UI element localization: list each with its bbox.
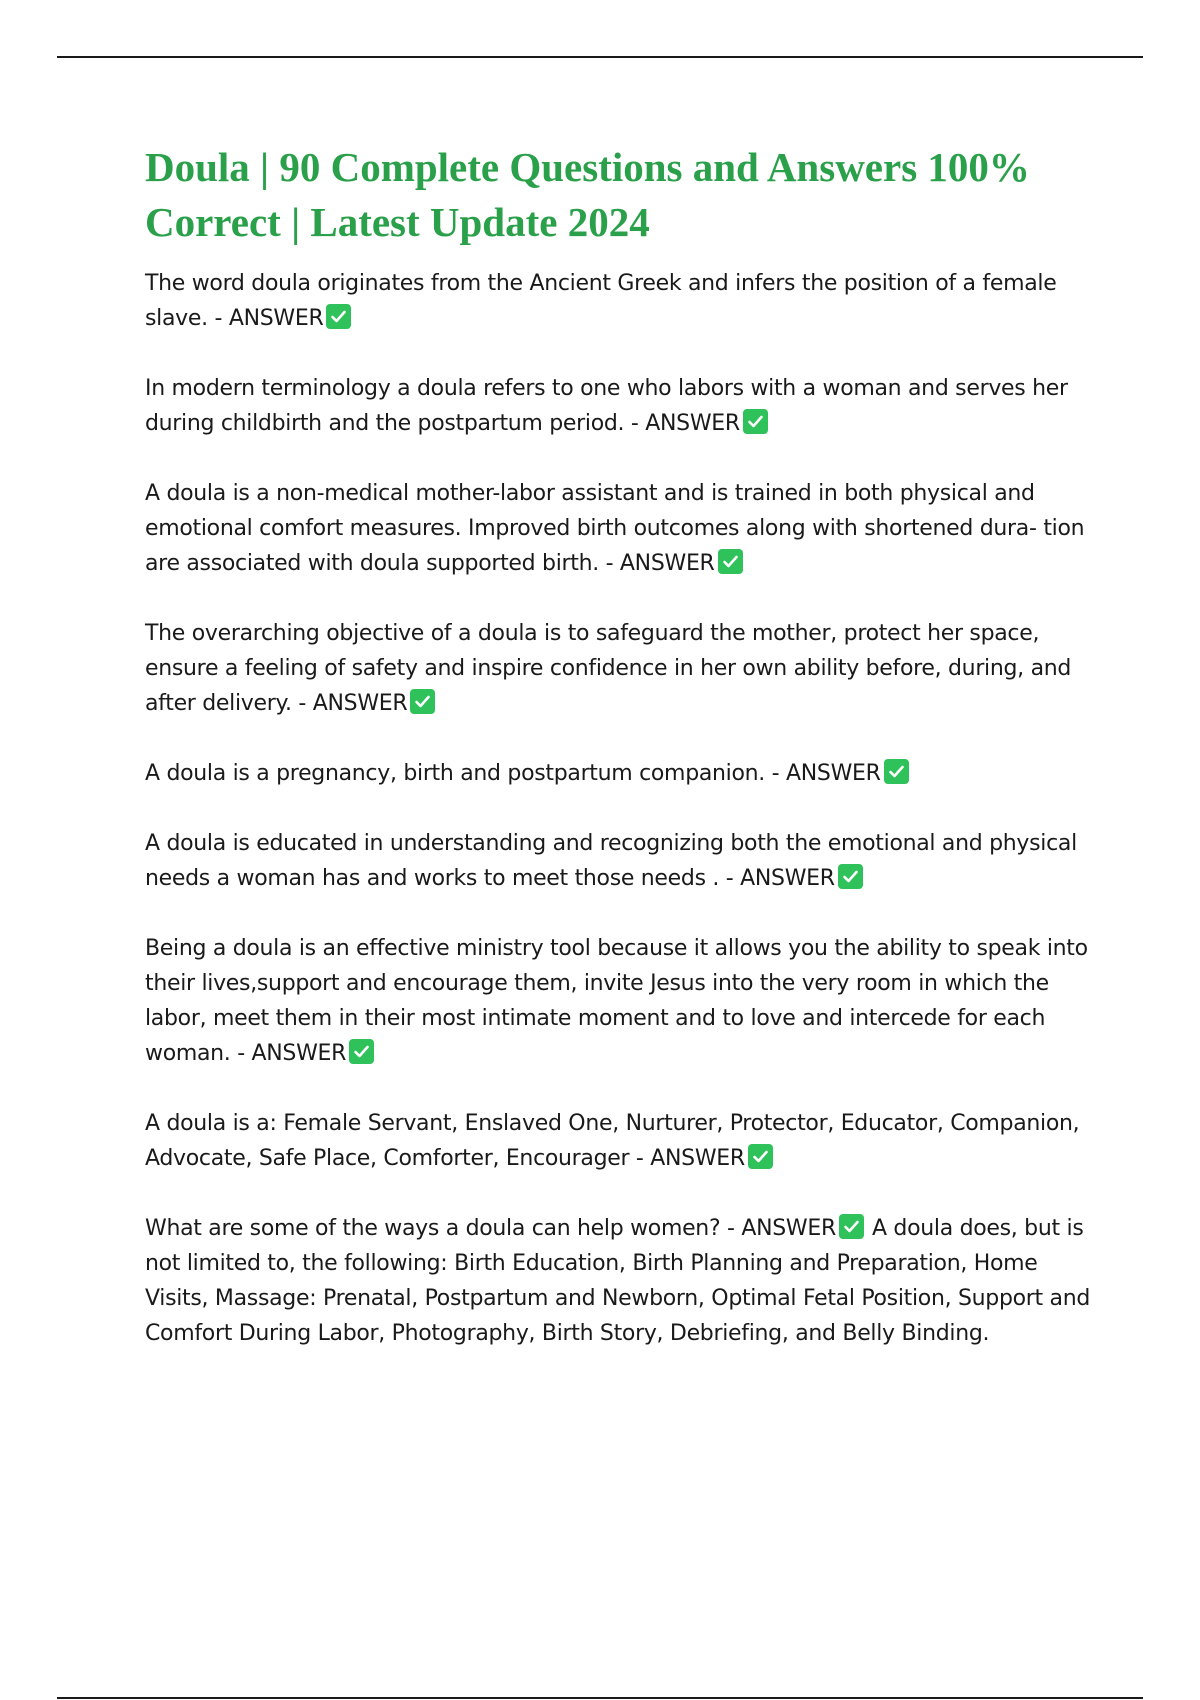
qa-item	[145, 616, 1095, 721]
qa-item	[145, 1106, 1095, 1176]
qa-item	[145, 371, 1095, 441]
check-mark-icon	[748, 1144, 773, 1169]
check-mark-icon	[349, 1039, 374, 1064]
check-mark-icon	[839, 1214, 864, 1239]
question-text: A doula is a non-medical mother-labor assistant and is trained in both physical and emotional comfort measures. Improved birth outcomes along with shortened dura- tion are associated with doula supported birth. - ANSWER	[145, 481, 1085, 576]
check-mark-icon	[838, 864, 863, 889]
qa-item	[145, 756, 1095, 791]
check-mark-icon	[718, 549, 743, 574]
question-text: A doula is a: Female Servant, Enslaved One, Nurturer, Protector, Educator, Companion, Advocate, Safe Place, Comforter, Encourager - ANSWER	[145, 1111, 1080, 1171]
question-text: The overarching objective of a doula is to safeguard the mother, protect her space, ensure a feeling of safety and inspire confidence in her own ability before, during, and after delivery. - ANSWER	[145, 621, 1072, 716]
qa-item	[145, 476, 1095, 581]
question-text: A doula is educated in understanding and recognizing both the emotional and physical needs a woman has and works to meet those needs . - ANSWER	[145, 831, 1077, 891]
header-rule	[57, 56, 1143, 58]
question-text: The word doula originates from the Ancient Greek and infers the position of a female slave. - ANSWER	[145, 271, 1057, 331]
qa-item	[145, 826, 1095, 896]
qa-item	[145, 931, 1095, 1071]
check-mark-icon	[884, 759, 909, 784]
answer-text: A doula does, but is not limited to, the following: Birth Education, Birth Planning and Preparation, Home Visits, Massage: Prenatal, Postpartum and Newborn, Optimal Fetal Position, Support and Comfort During Labor, Photography, Birth Story, Debriefing, and Belly Binding.	[145, 1216, 1091, 1346]
qa-item	[145, 1211, 1095, 1351]
question-text: Being a doula is an effective ministry tool because it allows you the ability to speak into their lives,support and encourage them, invite Jesus into the very room in which the labor, meet them in their most intimate moment and to love and intercede for each woman. - ANSWER	[145, 936, 1088, 1066]
footer-rule	[57, 1697, 1143, 1699]
document-body	[145, 140, 1095, 1386]
qa-list	[145, 266, 1095, 1351]
question-text: In modern terminology a doula refers to one who labors with a woman and serves her during childbirth and the postpartum period. - ANSWER	[145, 376, 1068, 436]
check-mark-icon	[743, 409, 768, 434]
question-text: What are some of the ways a doula can help women? - ANSWER	[145, 1216, 836, 1241]
check-mark-icon	[326, 304, 351, 329]
qa-item	[145, 266, 1095, 336]
check-mark-icon	[410, 689, 435, 714]
document-title: Doula | 90 Complete Questions and Answers 100% Correct | Latest Update 2024	[145, 144, 1030, 245]
question-text: A doula is a pregnancy, birth and postpartum companion. - ANSWER	[145, 761, 881, 786]
